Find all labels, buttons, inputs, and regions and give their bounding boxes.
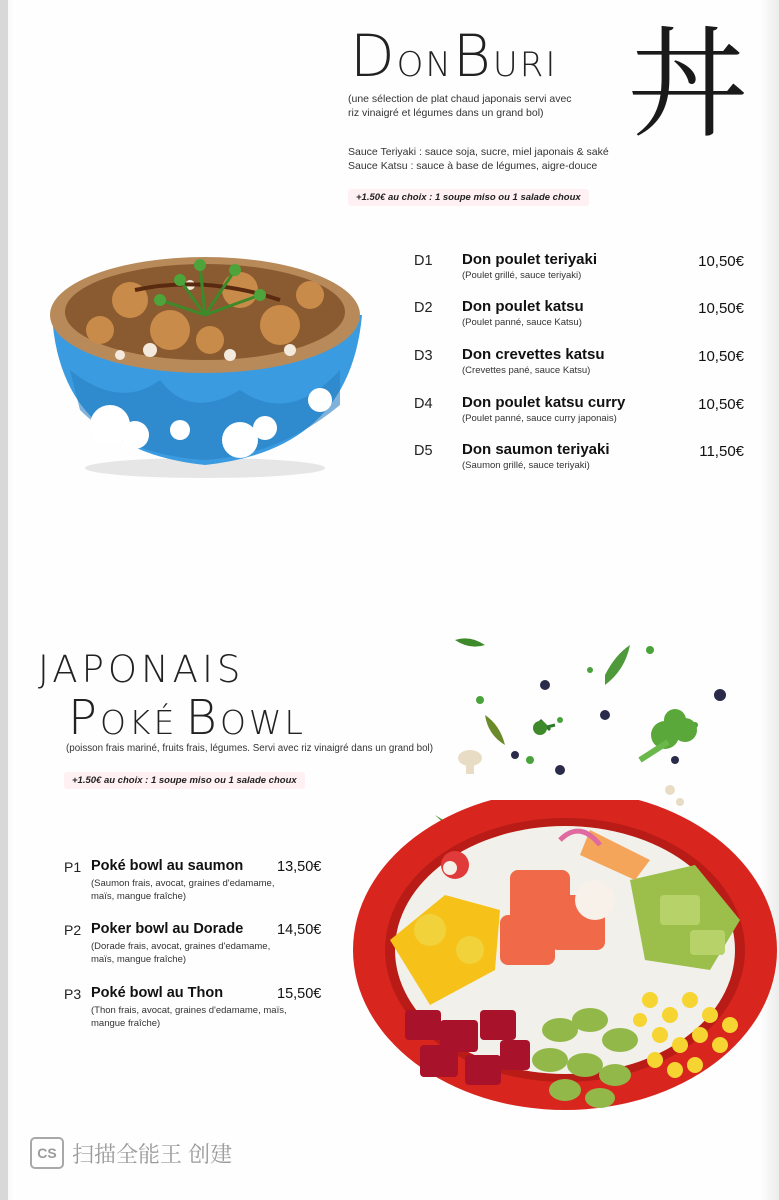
donburi-sauces	[348, 145, 609, 173]
item-description: (Poulet grillé, sauce teriyaki)	[462, 270, 582, 281]
item-description-line: (Saumon frais, avocat, graines d'edamame,	[91, 878, 275, 889]
item-price: 10,50€	[698, 253, 744, 270]
page-binding-edge	[0, 0, 8, 1200]
donburi-intro-line: riz vinaigré et légumes dans un grand bol)	[348, 107, 544, 119]
item-price: 11,50€	[699, 443, 744, 460]
donburi-item-d2	[410, 298, 750, 342]
item-code: D1	[414, 253, 433, 269]
item-description-line: maïs, mangue fraîche)	[91, 953, 187, 965]
item-price: 10,50€	[698, 396, 744, 413]
donburi-intro	[348, 92, 572, 120]
poke-bowl-image	[350, 800, 779, 1130]
title-letter: B	[185, 690, 220, 746]
donburi-intro-line: (une sélection de plat chaud japonais servi avec	[348, 93, 572, 105]
title-letter: P	[68, 690, 100, 746]
item-code: P3	[64, 986, 82, 1002]
item-name: Don saumon teriyaki	[462, 441, 610, 458]
donburi-title	[350, 22, 557, 90]
item-name: Poker bowl au Dorade	[91, 921, 244, 937]
item-code: D3	[414, 348, 433, 364]
item-description: (Crevettes pané, sauce Katsu)	[462, 365, 591, 376]
scanner-watermark	[30, 1137, 232, 1169]
donburi-bowl-image	[40, 220, 370, 480]
item-name: Don poulet katsu curry	[462, 394, 626, 411]
item-name: Don poulet teriyaki	[462, 251, 598, 268]
item-description: (Poulet panné, sauce Katsu)	[462, 317, 582, 328]
title-letters: ON	[396, 45, 453, 85]
item-description: (Saumon grillé, sauce teriyaki)	[462, 460, 590, 471]
item-price: 14,50€	[277, 922, 322, 938]
donburi-item-d3	[410, 346, 750, 390]
donburi-item-d5	[410, 441, 750, 485]
item-description-line: mangue fraîche)	[91, 1017, 161, 1029]
item-code: D4	[414, 396, 433, 412]
poke-title-line1: JAPONAIS	[38, 648, 245, 691]
item-price: 13,50€	[277, 859, 322, 875]
item-description	[91, 1005, 311, 1030]
item-description-line: maïs, mangue fraîche)	[91, 890, 187, 902]
item-name: Don poulet katsu	[462, 298, 584, 315]
donburi-item-d1	[410, 251, 750, 295]
title-letter: B	[452, 22, 493, 90]
camscanner-logo: CS	[30, 1137, 64, 1169]
poke-intro: (poisson frais mariné, fruits frais, légumes. Servi avec riz vinaigré dans un grand bol)	[66, 743, 433, 754]
sauce-katsu-desc: Sauce Katsu : sauce à base de légumes, aigre-douce	[348, 160, 598, 172]
poke-title-line2	[68, 690, 306, 746]
item-name: Poké bowl au Thon	[91, 985, 224, 1001]
item-code: P2	[64, 922, 82, 938]
item-price: 10,50€	[698, 348, 744, 365]
item-price: 10,50€	[698, 300, 744, 317]
title-letters: URI	[492, 45, 558, 85]
item-description	[91, 941, 311, 966]
item-description-line: (Thon frais, avocat, graines d'edamame, maïs,	[91, 1005, 287, 1016]
item-code: P1	[64, 859, 82, 875]
item-name: Don crevettes katsu	[462, 346, 605, 363]
item-code: D5	[414, 443, 433, 459]
item-price: 15,50€	[277, 986, 322, 1002]
poke-extra-option: +1.50€ au choix : 1 soupe miso ou 1 salade choux	[64, 772, 305, 789]
donburi-item-d4	[410, 394, 750, 438]
title-letters: OWL	[219, 703, 306, 742]
item-description-line: (Dorade frais, avocat, graines d'edamame,	[91, 941, 271, 952]
item-code: D2	[414, 300, 433, 316]
title-letters: OKÉ	[99, 703, 178, 742]
sauce-teriyaki-desc: Sauce Teriyaki : sauce soja, sucre, miel japonais & saké	[348, 146, 609, 158]
item-description	[91, 878, 311, 903]
item-description: (Poulet panné, sauce curry japonais)	[462, 413, 617, 424]
watermark-text: 扫描全能王 创建	[72, 1141, 233, 1167]
item-name: Poké bowl au saumon	[91, 858, 244, 874]
donburi-extra-option: +1.50€ au choix : 1 soupe miso ou 1 salade choux	[348, 189, 589, 206]
title-letter: D	[350, 22, 397, 90]
donburi-kanji: 丼	[628, 16, 748, 155]
